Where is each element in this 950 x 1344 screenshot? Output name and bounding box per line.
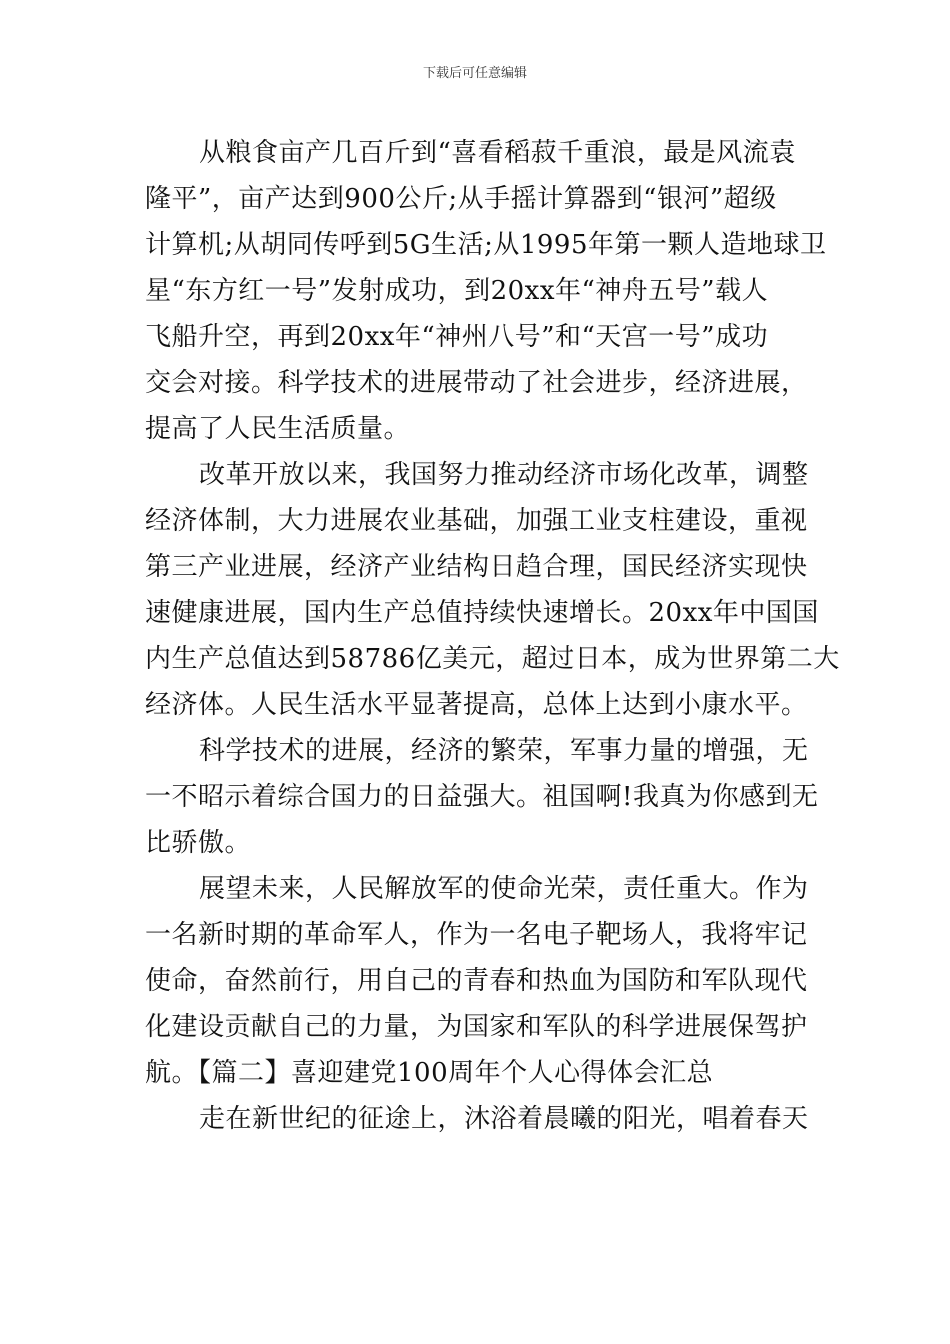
text-line: 计算机;从胡同传呼到5G生活;从1995年第一颗人造地球卫	[145, 230, 827, 260]
paragraph-5	[145, 1096, 813, 1142]
text-line: 走在新世纪的征途上，沐浴着晨曦的阳光，唱着春天	[199, 1104, 809, 1134]
text-line: 飞船升空，再到20xx年“神州八号”和“天宫一号”成功	[145, 322, 769, 352]
text-line: 化建设贡献自己的力量，为国家和军队的科学进展保驾护	[145, 1012, 808, 1042]
text-line: 星“东方红一号”发射成功，到20xx年“神舟五号”载人	[145, 276, 769, 306]
document-body	[145, 130, 840, 1142]
text-line: 比骄傲。	[145, 828, 252, 858]
text-line: 经济体。人民生活水平显著提高，总体上达到小康水平。	[145, 690, 808, 720]
paragraph-4	[145, 866, 813, 1096]
text-line: 第三产业进展，经济产业结构日趋合理，国民经济实现快	[145, 552, 808, 582]
text-line: 一名新时期的革命军人，作为一名电子靶场人，我将牢记	[145, 920, 808, 950]
text-line: 科学技术的进展，经济的繁荣，军事力量的增强，无	[199, 736, 809, 766]
paragraph-1	[145, 130, 827, 452]
text-line: 一不昭示着综合国力的日益强大。祖国啊!我真为你感到无	[145, 782, 819, 812]
page-header: 下载后可任意编辑	[422, 66, 527, 81]
text-line: 提高了人民生活质量。	[145, 414, 411, 444]
paragraph-2	[145, 452, 840, 728]
text-line: 从粮食亩产几百斤到“喜看稻菽千重浪，最是风流袁	[199, 138, 796, 168]
text-line: 内生产总值达到58786亿美元，超过日本，成为世界第二大	[145, 644, 840, 674]
text-line: 经济体制，大力进展农业基础，加强工业支柱建设，重视	[145, 506, 808, 536]
text-line: 速健康进展，国内生产总值持续快速增长。20xx年中国国	[145, 598, 819, 628]
text-line: 展望未来，人民解放军的使命光荣，责任重大。作为	[199, 874, 809, 904]
text-line: 航。【篇二】喜迎建党100周年个人心得体会汇总	[145, 1058, 714, 1088]
text-line: 交会对接。科学技术的进展带动了社会进步，经济进展，	[145, 368, 808, 398]
text-line: 隆平”，亩产达到900公斤;从手摇计算器到“银河”超级	[145, 184, 777, 214]
text-line: 改革开放以来，我国努力推动经济市场化改革，调整	[199, 460, 809, 490]
paragraph-3	[145, 728, 819, 866]
text-line: 使命，奋然前行，用自己的青春和热血为国防和军队现代	[145, 966, 808, 996]
